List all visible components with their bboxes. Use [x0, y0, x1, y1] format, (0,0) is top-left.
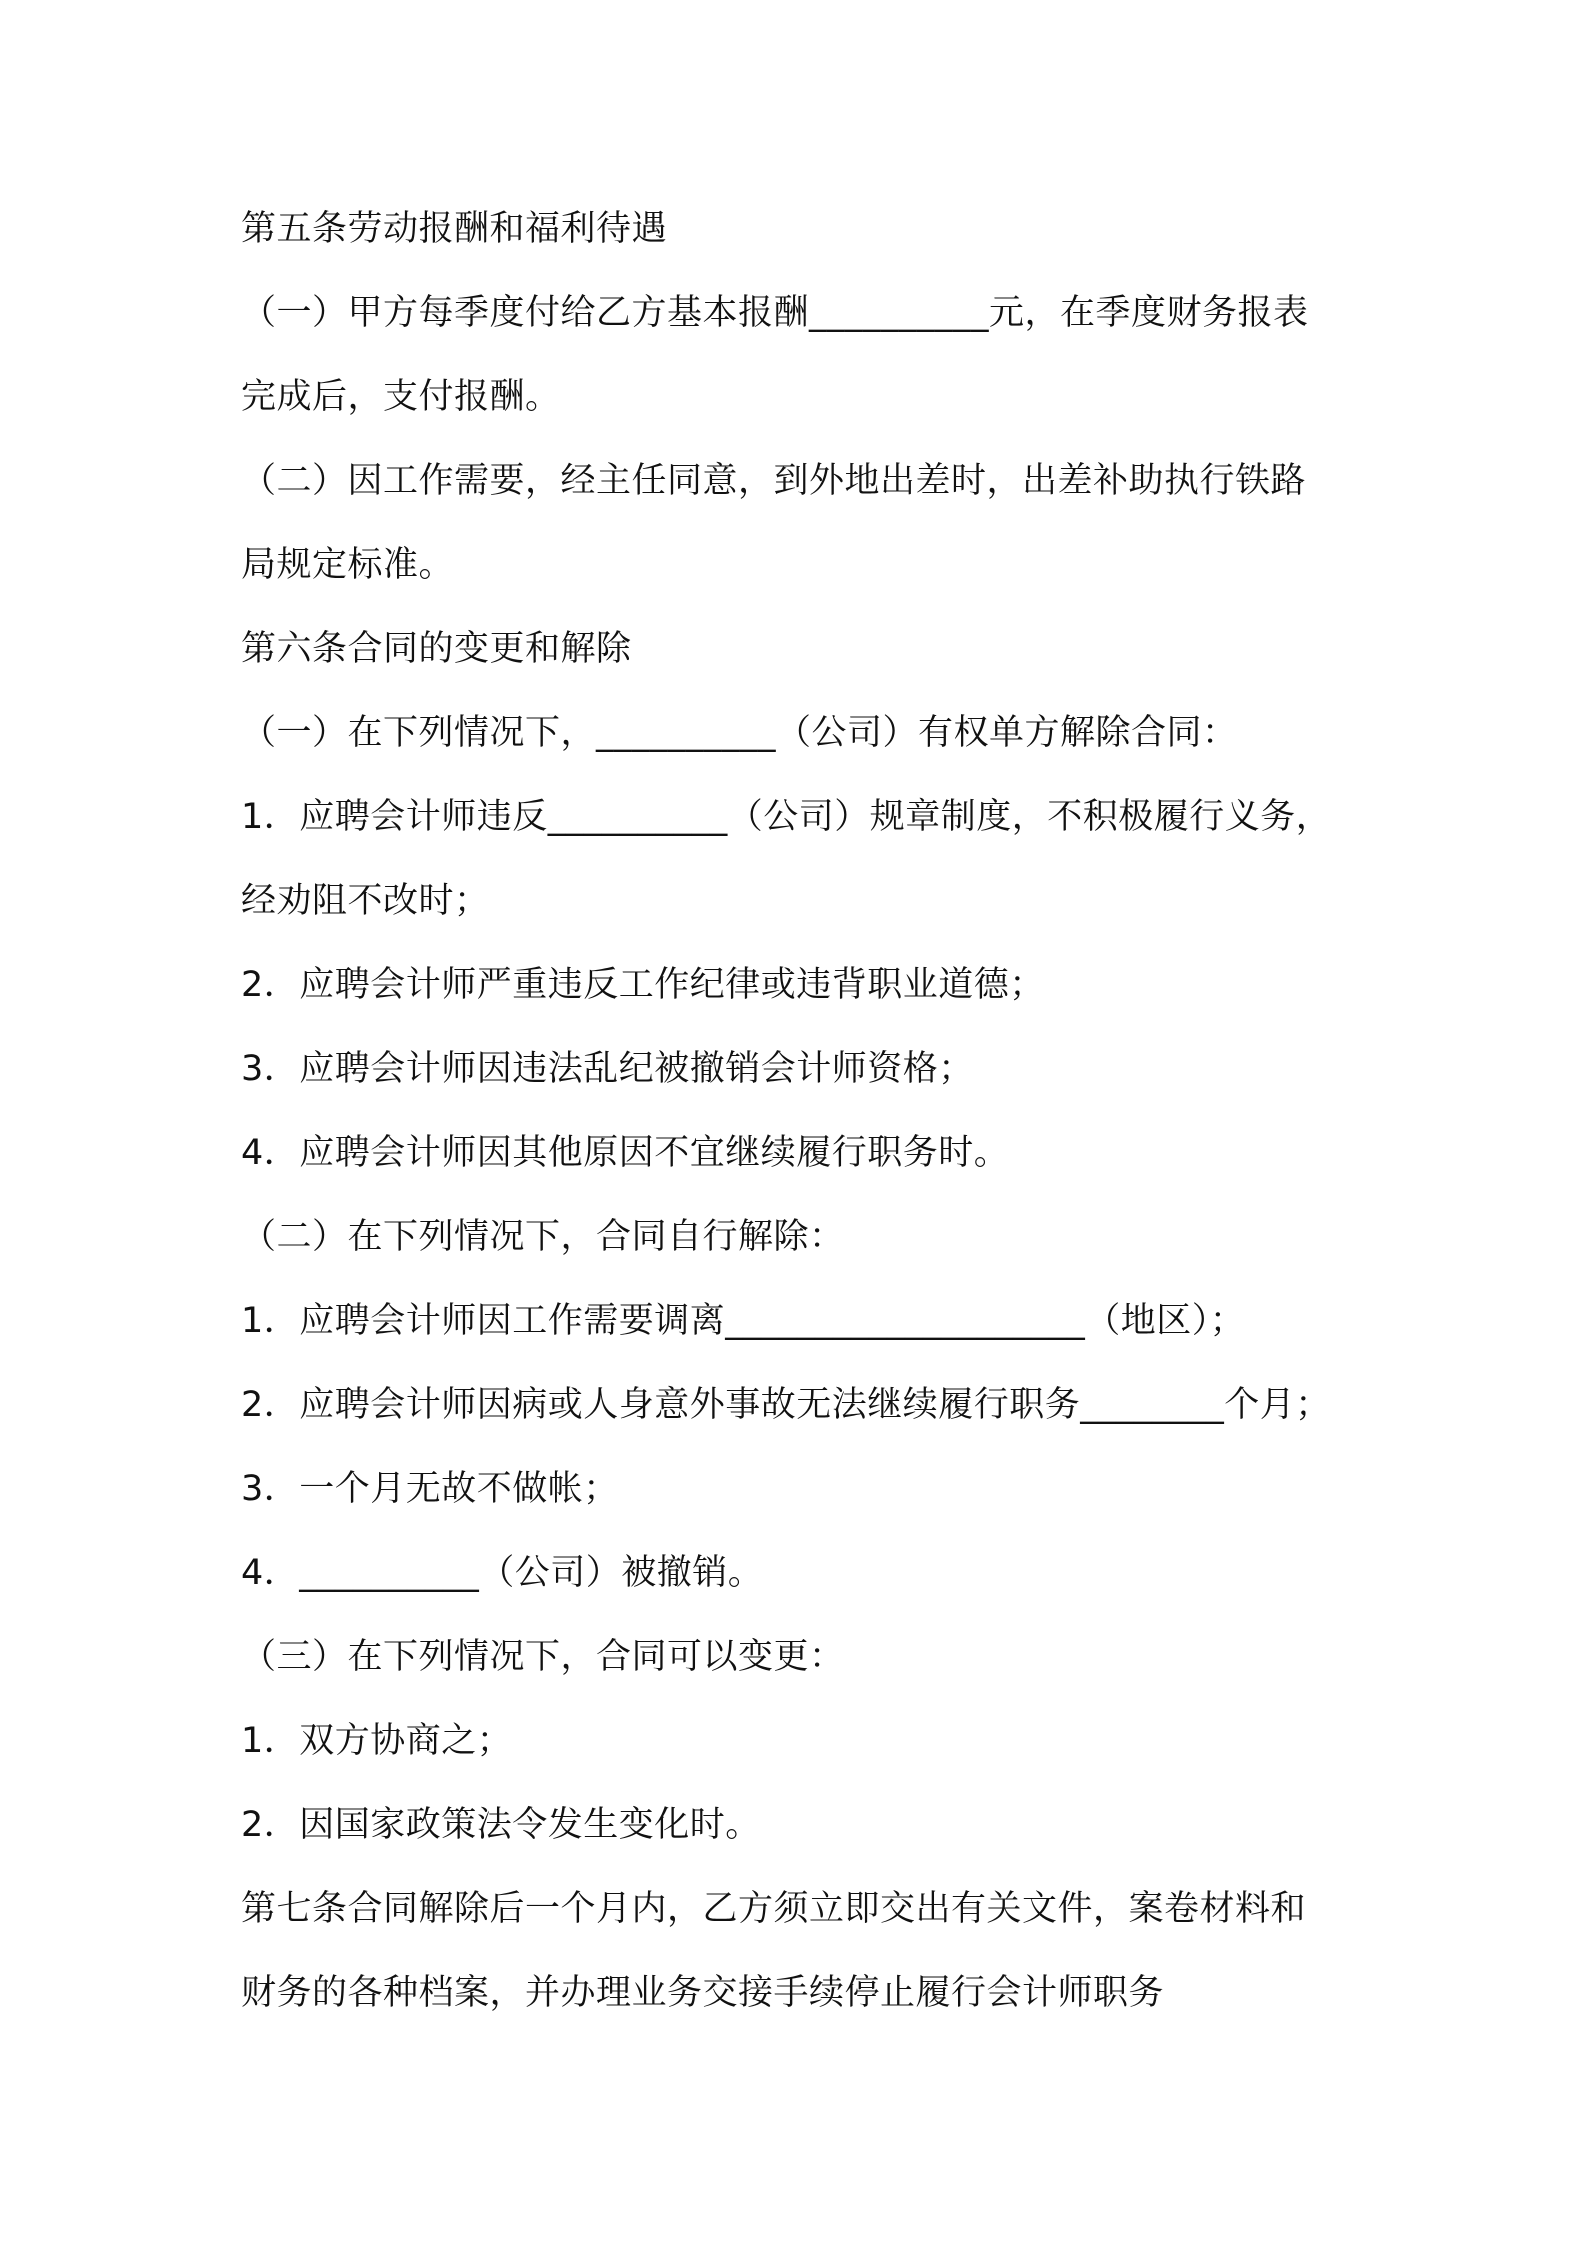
- article-6-clause-3-item-2: 2．因国家政策法令发生变化时。: [241, 1805, 761, 1845]
- article-5-clause-1-line-2: 完成后，支付报酬。: [241, 377, 561, 417]
- article-6-clause-2-item-3: 3．一个月无故不做帐；: [241, 1469, 619, 1509]
- article-6-clause-1-item-2: 2．应聘会计师严重违反工作纪律或违背职业道德；: [241, 965, 1045, 1005]
- article-5-clause-2-line-2: 局规定标准。: [241, 545, 455, 585]
- article-6-clause-1-item-1-line-1: 1．应聘会计师违反__________（公司）规章制度，不积极履行义务，: [241, 797, 1332, 837]
- article-6-clause-2-item-1: 1．应聘会计师因工作需要调离____________________（地区）；: [241, 1301, 1246, 1341]
- article-6-heading: 第六条合同的变更和解除: [241, 629, 632, 669]
- article-6-clause-3-item-1: 1．双方协商之；: [241, 1721, 513, 1761]
- article-6-clause-2: （二）在下列情况下，合同自行解除：: [241, 1217, 845, 1257]
- article-6-clause-2-item-2: 2．应聘会计师因病或人身意外事故无法继续履行职务________个月；: [241, 1385, 1331, 1425]
- article-6-clause-2-item-4: 4．__________（公司）被撤销。: [241, 1553, 764, 1593]
- article-6-clause-3: （三）在下列情况下，合同可以变更：: [241, 1637, 845, 1677]
- article-6-clause-1-item-1-line-2: 经劝阻不改时；: [241, 881, 490, 921]
- article-6-clause-1-item-4: 4．应聘会计师因其他原因不宜继续履行职务时。: [241, 1133, 1010, 1173]
- article-5-clause-2-line-1: （二）因工作需要，经主任同意，到外地出差时，出差补助执行铁路: [241, 461, 1307, 501]
- article-5-heading: 第五条劳动报酬和福利待遇: [241, 209, 668, 249]
- article-6-clause-1: （一）在下列情况下，__________（公司）有权单方解除合同：: [241, 713, 1238, 753]
- article-5-clause-1-line-1: （一）甲方每季度付给乙方基本报酬__________元，在季度财务报表: [241, 293, 1309, 333]
- article-7-line-1: 第七条合同解除后一个月内，乙方须立即交出有关文件，案卷材料和: [241, 1889, 1307, 1929]
- article-7-line-2: 财务的各种档案，并办理业务交接手续停止履行会计师职务: [241, 1973, 1165, 2013]
- article-6-clause-1-item-3: 3．应聘会计师因违法乱纪被撤销会计师资格；: [241, 1049, 974, 1089]
